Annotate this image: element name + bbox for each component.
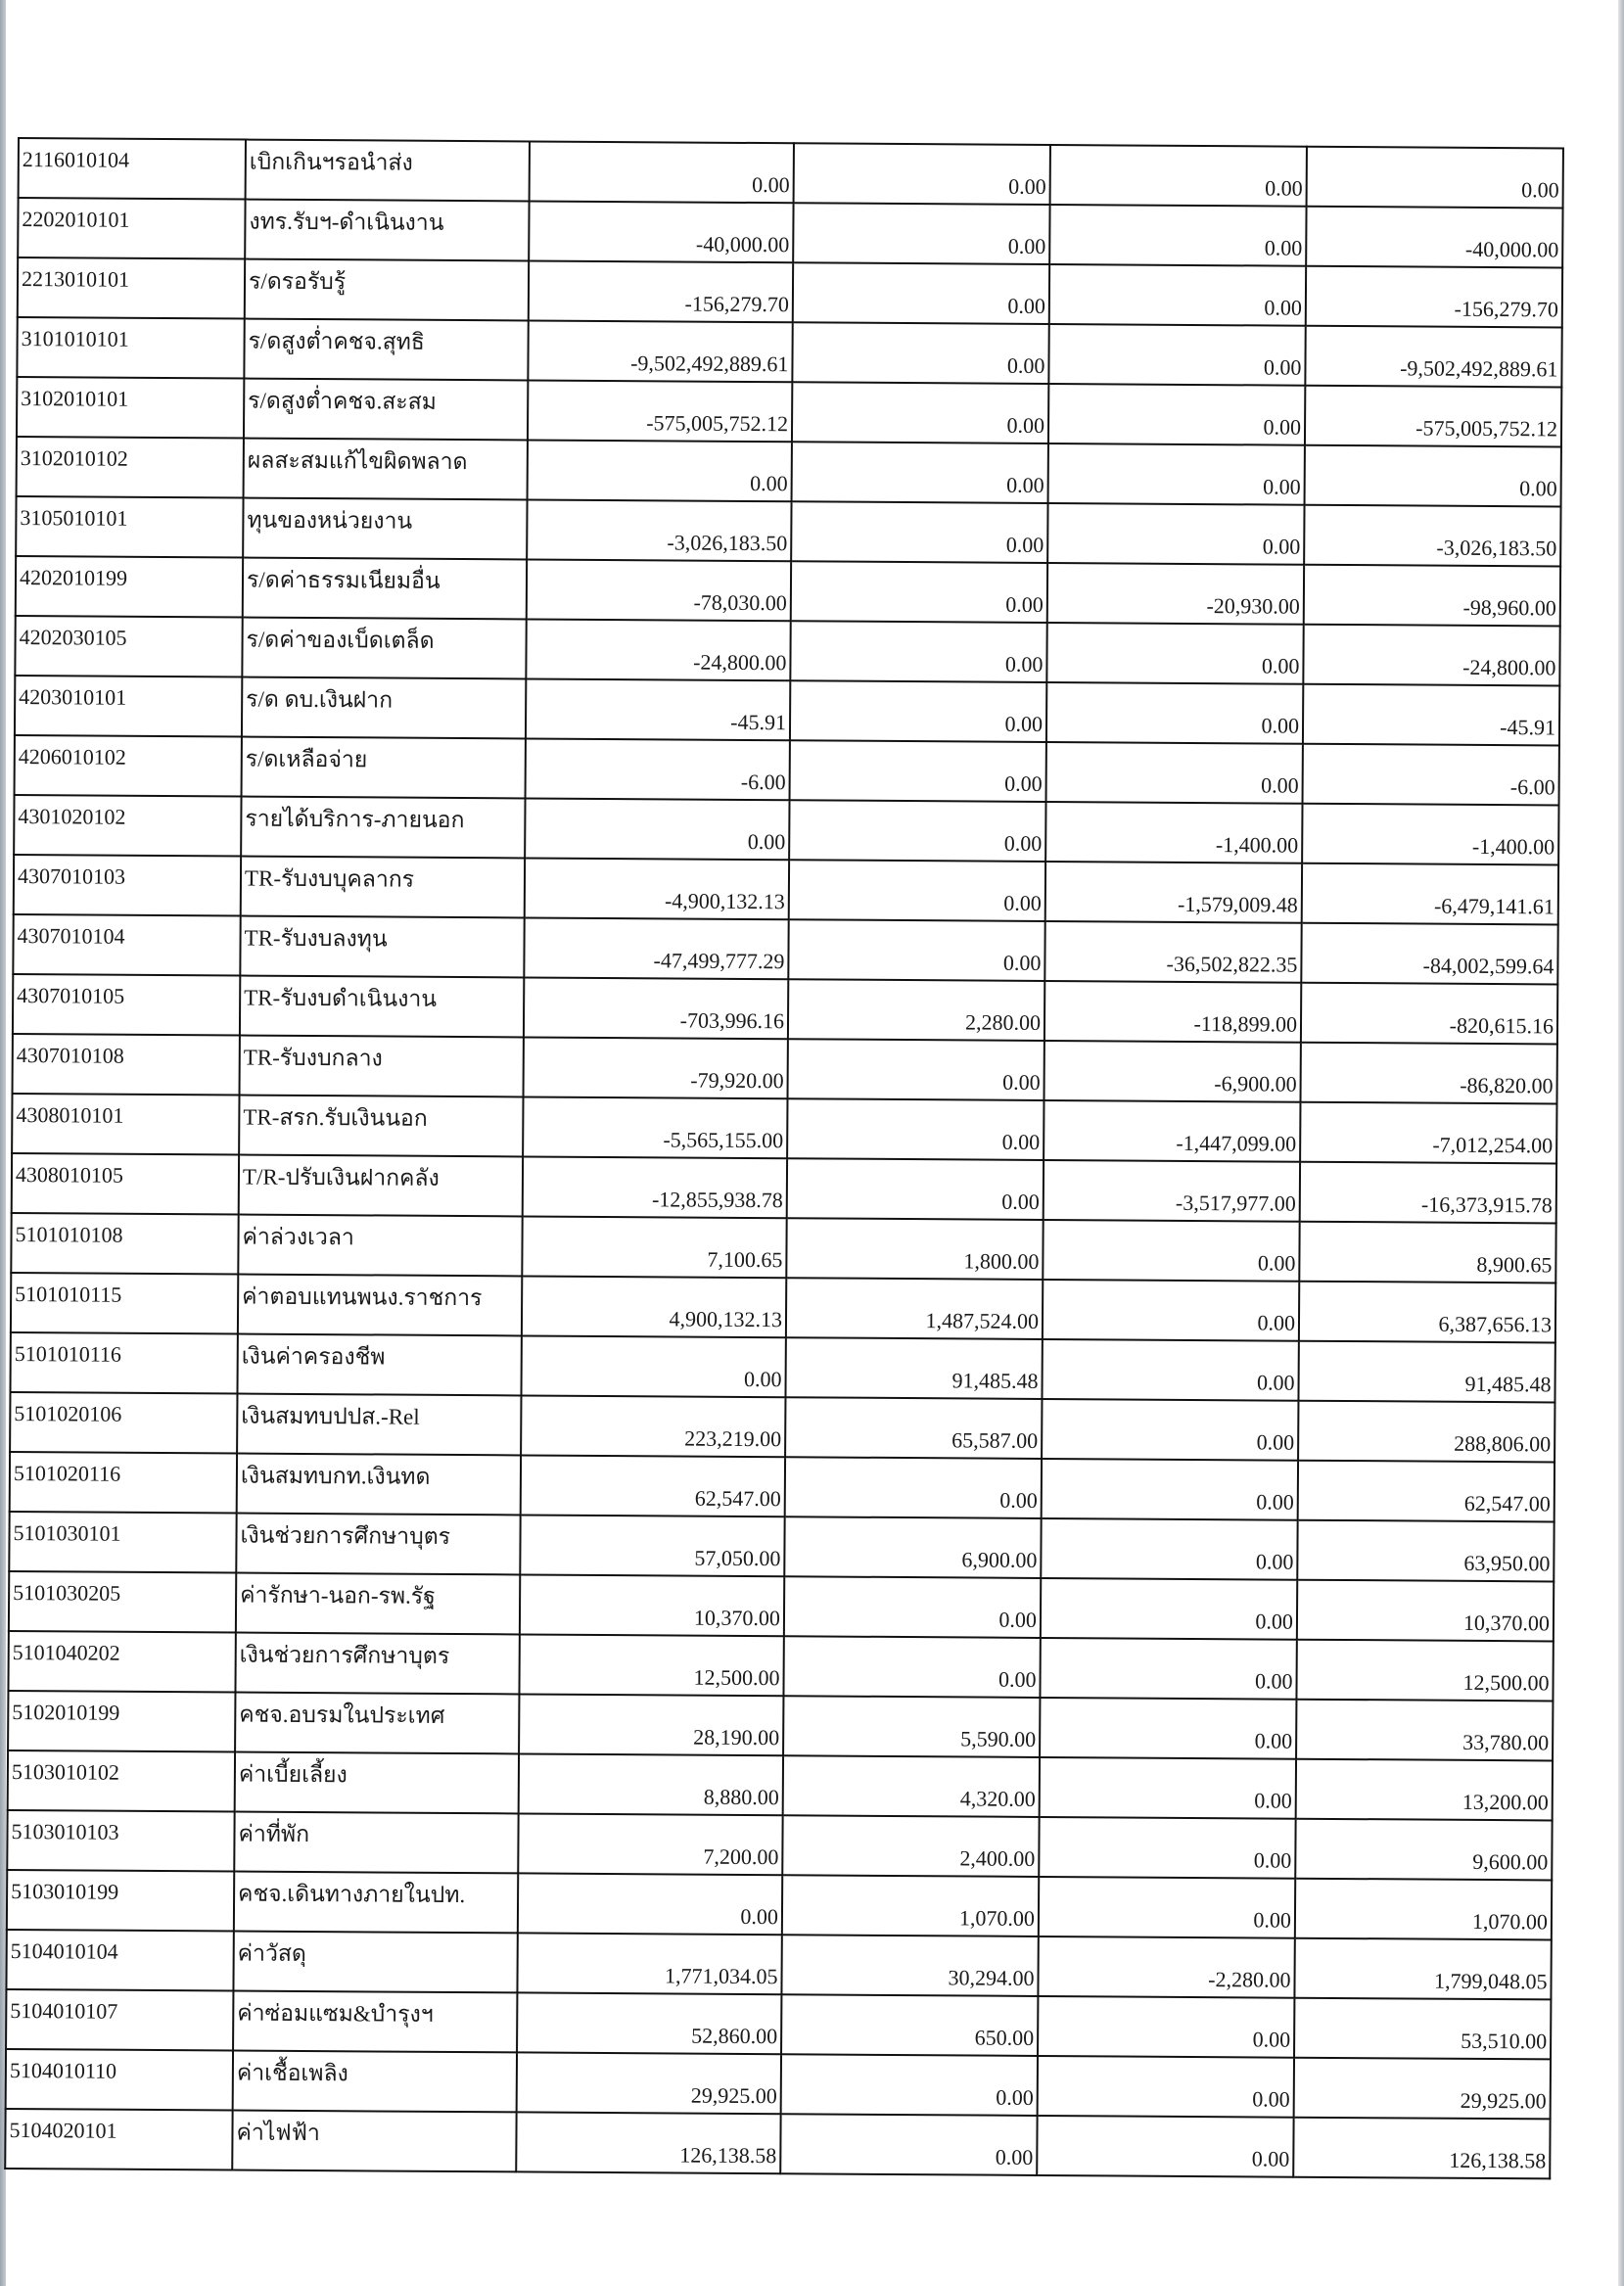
- amount-col-4: 12,500.00: [1296, 1640, 1553, 1702]
- table-row: [6, 1989, 1551, 2059]
- account-code: 5101010108: [11, 1213, 238, 1275]
- account-name: คชจ.เดินทางภายในปท.: [234, 1872, 518, 1934]
- amount-col-4: 91,485.48: [1298, 1341, 1554, 1403]
- account-code: 4308010105: [12, 1153, 239, 1215]
- table-row: [17, 377, 1561, 446]
- amount-col-4: -6.00: [1303, 744, 1559, 806]
- amount-col-1: -40,000.00: [529, 201, 793, 262]
- account-name: ค่าที่พัก: [234, 1812, 518, 1874]
- amount-col-1: -5,565,155.00: [523, 1096, 787, 1158]
- amount-col-3: 0.00: [1048, 443, 1305, 505]
- amount-col-2: 0.00: [794, 143, 1050, 205]
- account-code: 4206010102: [15, 735, 242, 797]
- amount-col-3: -36,502,822.35: [1044, 921, 1301, 983]
- amount-col-2: 1,070.00: [782, 1875, 1039, 1936]
- amount-col-4: 53,510.00: [1294, 1998, 1551, 2060]
- amount-col-4: -24,800.00: [1303, 625, 1559, 686]
- amount-col-3: 0.00: [1040, 1638, 1296, 1700]
- amount-col-4: 9,600.00: [1295, 1819, 1552, 1881]
- account-code: 3102010102: [17, 437, 244, 498]
- amount-col-1: -703,996.16: [524, 977, 788, 1039]
- amount-col-3: -1,579,009.48: [1045, 862, 1302, 923]
- amount-col-1: -78,030.00: [527, 559, 791, 621]
- amount-col-1: 57,050.00: [520, 1515, 784, 1576]
- account-name: เงินสมทบกท.เงินทด: [237, 1454, 521, 1516]
- amount-col-1: -24,800.00: [526, 619, 790, 680]
- amount-col-2: 0.00: [792, 442, 1048, 503]
- table-row: [14, 795, 1558, 864]
- ledger-table: [4, 137, 1564, 2179]
- table-row: [19, 138, 1563, 208]
- amount-col-2: 2,280.00: [788, 979, 1044, 1041]
- account-name: TR-รับงบกลาง: [240, 1036, 524, 1097]
- amount-col-3: -2,280.00: [1038, 1936, 1294, 1998]
- amount-col-4: 1,799,048.05: [1294, 1938, 1551, 2000]
- amount-col-1: 52,860.00: [517, 1992, 781, 2054]
- amount-col-2: 0.00: [790, 740, 1046, 802]
- ledger-table-body: [5, 138, 1563, 2178]
- amount-col-3: 0.00: [1046, 623, 1303, 684]
- account-code: 3102010101: [17, 377, 244, 439]
- amount-col-3: -1,447,099.00: [1044, 1100, 1300, 1162]
- amount-col-3: -20,930.00: [1047, 563, 1304, 625]
- table-row: [12, 1094, 1556, 1163]
- amount-col-1: 1,771,034.05: [517, 1933, 781, 1994]
- account-name: ค่าล่วงเวลา: [238, 1215, 522, 1277]
- account-code: 4301020102: [14, 795, 241, 857]
- amount-col-2: 65,587.00: [785, 1397, 1042, 1459]
- table-row: [12, 1153, 1556, 1223]
- amount-col-1: 8,880.00: [519, 1753, 783, 1815]
- account-name: เบิกเกินฯรอนำส่ง: [246, 140, 530, 202]
- table-row: [14, 855, 1558, 924]
- amount-col-1: -9,502,492,889.61: [528, 320, 792, 382]
- amount-col-2: 0.00: [788, 919, 1044, 981]
- amount-col-1: 28,190.00: [519, 1694, 783, 1755]
- account-name: ร/ดสูงต่ำคชจ.สุทธิ: [244, 319, 528, 381]
- account-code: 2202010101: [18, 198, 245, 259]
- account-code: 4203010101: [15, 676, 242, 737]
- amount-col-1: 4,900,132.13: [522, 1276, 786, 1337]
- account-name: ค่าไฟฟ้า: [232, 2111, 516, 2172]
- account-name: TR-สรก.รับเงินนอก: [239, 1096, 523, 1157]
- account-code: 5102010199: [8, 1691, 235, 1752]
- amount-col-1: -156,279.70: [529, 260, 793, 322]
- amount-col-3: 0.00: [1050, 145, 1307, 207]
- amount-col-4: -98,960.00: [1304, 565, 1560, 627]
- account-name: เงินช่วยการศึกษาบุตร: [236, 1514, 520, 1575]
- account-code: 5103010103: [7, 1810, 234, 1872]
- amount-col-1: 0.00: [530, 141, 794, 203]
- table-row: [10, 1332, 1554, 1402]
- amount-col-1: 7,100.65: [522, 1216, 786, 1278]
- account-code: 4202030105: [15, 616, 242, 677]
- table-row: [13, 914, 1557, 984]
- account-code: 5104020101: [5, 2109, 232, 2170]
- amount-col-1: -6.00: [526, 738, 790, 800]
- amount-col-3: 0.00: [1048, 384, 1305, 445]
- amount-col-4: -86,820.00: [1300, 1043, 1556, 1104]
- account-code: 4307010104: [13, 914, 240, 976]
- amount-col-3: 0.00: [1040, 1757, 1296, 1819]
- table-row: [9, 1571, 1554, 1641]
- account-name: ทุนของหน่วยงาน: [243, 498, 527, 560]
- amount-col-2: 0.00: [791, 501, 1047, 563]
- amount-col-1: 126,138.58: [516, 2112, 780, 2173]
- amount-col-2: 2,400.00: [782, 1815, 1039, 1877]
- amount-col-3: 0.00: [1042, 1399, 1298, 1461]
- amount-col-3: -1,400.00: [1045, 802, 1302, 863]
- amount-col-4: -575,005,752.12: [1305, 386, 1561, 447]
- amount-col-4: 62,547.00: [1298, 1461, 1554, 1522]
- table-row: [15, 735, 1559, 805]
- amount-col-2: 0.00: [784, 1576, 1041, 1638]
- amount-col-2: 0.00: [793, 262, 1049, 324]
- table-row: [10, 1392, 1554, 1462]
- amount-col-3: 0.00: [1038, 2056, 1294, 2118]
- amount-col-2: 0.00: [781, 2054, 1038, 2116]
- scan-edge-right: [1618, 0, 1624, 2286]
- table-row: [8, 1691, 1553, 1760]
- amount-col-1: 7,200.00: [518, 1813, 782, 1875]
- table-row: [8, 1750, 1553, 1820]
- amount-col-1: 0.00: [525, 798, 789, 860]
- account-code: 2116010104: [19, 138, 246, 200]
- amount-col-2: 0.00: [792, 382, 1048, 443]
- account-code: 5101010115: [11, 1273, 238, 1334]
- account-code: 5101040202: [8, 1631, 235, 1693]
- amount-col-2: 0.00: [783, 1636, 1040, 1698]
- account-name: ร/ดค่าธรรมเนียมอื่น: [243, 558, 527, 620]
- amount-col-2: 4,320.00: [783, 1755, 1040, 1817]
- table-row: [18, 257, 1562, 327]
- amount-col-4: 29,925.00: [1294, 2058, 1551, 2120]
- amount-col-3: 0.00: [1049, 205, 1306, 266]
- table-row: [15, 676, 1559, 745]
- amount-col-3: 0.00: [1043, 1280, 1299, 1341]
- account-code: 5104010110: [6, 2049, 233, 2111]
- amount-col-1: -4,900,132.13: [525, 858, 789, 919]
- amount-col-4: 6,387,656.13: [1299, 1282, 1555, 1343]
- amount-col-3: 0.00: [1041, 1578, 1297, 1640]
- account-name: ค่าเชื้อเพลิง: [233, 2051, 517, 2113]
- amount-col-1: 0.00: [521, 1335, 785, 1397]
- amount-col-2: 91,485.48: [785, 1337, 1042, 1399]
- table-row: [15, 616, 1559, 685]
- amount-col-1: 223,219.00: [521, 1395, 785, 1457]
- account-name: ผลสะสมแก้ไขผิดพลาด: [244, 439, 528, 500]
- amount-col-4: -820,615.16: [1301, 983, 1557, 1045]
- table-row: [8, 1631, 1553, 1701]
- account-name: เงินสมทบปปส.-Rel: [237, 1394, 521, 1456]
- account-name: ค่าตอบแทนพนง.ราชการ: [238, 1275, 522, 1336]
- account-code: 5104010107: [6, 1989, 233, 2051]
- account-name: ร/ดรอรับรู้: [245, 259, 529, 321]
- amount-col-1: -47,499,777.29: [524, 917, 788, 979]
- amount-col-4: -7,012,254.00: [1300, 1102, 1556, 1164]
- table-row: [11, 1273, 1555, 1342]
- amount-col-2: 5,590.00: [783, 1696, 1040, 1757]
- amount-col-3: -3,517,977.00: [1044, 1160, 1300, 1222]
- table-row: [11, 1213, 1555, 1283]
- amount-col-3: 0.00: [1046, 742, 1303, 804]
- table-row: [17, 317, 1561, 387]
- amount-col-4: 33,780.00: [1296, 1700, 1553, 1761]
- account-code: 2213010101: [18, 257, 245, 319]
- account-name: ค่ารักษา-นอก-รพ.รัฐ: [236, 1573, 520, 1635]
- account-name: รายได้บริการ-ภายนอก: [241, 797, 525, 859]
- table-row: [13, 1034, 1557, 1103]
- amount-col-2: 0.00: [789, 860, 1045, 921]
- amount-col-2: 0.00: [780, 2114, 1037, 2175]
- account-name: ร/ดค่าของเบ็ดเตล็ด: [242, 618, 526, 679]
- amount-col-4: 0.00: [1305, 445, 1561, 507]
- account-name: ร/ด ดบ.เงินฝาก: [242, 677, 526, 739]
- table-row: [6, 1930, 1551, 1999]
- account-code: 4307010108: [13, 1034, 240, 1096]
- amount-col-3: 0.00: [1038, 1996, 1294, 2058]
- amount-col-1: -45.91: [526, 678, 790, 740]
- amount-col-1: 29,925.00: [517, 2052, 781, 2114]
- account-name: ค่าเบี้ยเลี้ยง: [235, 1752, 519, 1814]
- amount-col-4: -40,000.00: [1306, 207, 1562, 268]
- amount-col-4: 13,200.00: [1296, 1759, 1553, 1821]
- account-name: คชจ.อบรมในประเทศ: [235, 1693, 519, 1754]
- account-code: 4202010199: [16, 556, 243, 618]
- account-code: 4307010103: [14, 855, 241, 916]
- account-code: 5101020106: [10, 1392, 237, 1454]
- account-code: 5101030101: [9, 1512, 236, 1573]
- table-row: [6, 2049, 1551, 2119]
- amount-col-4: 8,900.65: [1299, 1222, 1555, 1283]
- amount-col-3: 0.00: [1037, 2116, 1293, 2177]
- account-name: ค่าซ่อมแซม&บำรุงฯ: [233, 1991, 517, 2053]
- account-name: เงินค่าครองชีพ: [237, 1334, 521, 1396]
- amount-col-3: 0.00: [1042, 1339, 1298, 1401]
- account-code: 5103010102: [8, 1750, 235, 1812]
- amount-col-4: 1,070.00: [1295, 1879, 1552, 1940]
- account-name: TR-รับงบดำเนินงาน: [240, 976, 524, 1038]
- amount-col-4: 0.00: [1307, 147, 1563, 209]
- amount-col-1: 12,500.00: [519, 1634, 783, 1696]
- account-code: 5101020116: [10, 1452, 237, 1514]
- account-code: 3105010101: [16, 496, 243, 558]
- account-code: 5103010199: [7, 1870, 234, 1932]
- amount-col-1: -12,855,938.78: [523, 1156, 787, 1218]
- amount-col-2: 0.00: [788, 1039, 1044, 1100]
- amount-col-4: -16,373,915.78: [1300, 1162, 1556, 1224]
- amount-col-4: -45.91: [1303, 684, 1559, 746]
- table-row: [10, 1452, 1554, 1521]
- amount-col-2: 0.00: [790, 680, 1046, 742]
- amount-col-3: 0.00: [1040, 1698, 1296, 1759]
- account-code: 5104010104: [6, 1930, 233, 1991]
- amount-col-2: 30,294.00: [781, 1935, 1038, 1996]
- ledger-table-container: [4, 137, 1562, 2179]
- table-row: [9, 1512, 1554, 1581]
- table-row: [7, 1870, 1552, 1939]
- account-code: 3101010101: [17, 317, 244, 379]
- account-code: 5101030205: [9, 1571, 236, 1633]
- amount-col-3: -6,900.00: [1044, 1041, 1300, 1102]
- amount-col-3: -118,899.00: [1044, 981, 1301, 1043]
- amount-col-4: -156,279.70: [1306, 266, 1562, 328]
- amount-col-1: 0.00: [518, 1873, 782, 1935]
- amount-col-2: 1,487,524.00: [786, 1278, 1043, 1339]
- account-name: ร/ดเหลือจ่าย: [242, 737, 526, 799]
- table-row: [16, 496, 1560, 566]
- amount-col-3: 0.00: [1046, 682, 1303, 744]
- amount-col-3: 0.00: [1043, 1220, 1299, 1282]
- table-row: [18, 198, 1562, 267]
- amount-col-4: 10,370.00: [1297, 1580, 1554, 1642]
- amount-col-2: 0.00: [790, 621, 1046, 682]
- account-name: TR-รับงบบุคลากร: [241, 857, 525, 918]
- amount-col-1: -79,920.00: [524, 1037, 788, 1098]
- table-row: [5, 2109, 1550, 2178]
- amount-col-2: 0.00: [792, 322, 1048, 384]
- amount-col-2: 6,900.00: [784, 1516, 1041, 1578]
- amount-col-1: 0.00: [528, 440, 792, 501]
- account-code: 5101010116: [10, 1332, 237, 1394]
- account-name: งทร.รับฯ-ดำเนินงาน: [245, 200, 529, 261]
- amount-col-3: 0.00: [1049, 264, 1306, 326]
- amount-col-3: 0.00: [1042, 1459, 1298, 1520]
- amount-col-4: -84,002,599.64: [1301, 923, 1557, 985]
- amount-col-2: 650.00: [781, 1994, 1038, 2056]
- amount-col-3: 0.00: [1039, 1817, 1295, 1879]
- amount-col-1: -3,026,183.50: [527, 499, 791, 561]
- account-name: ร/ดสูงต่ำคชจ.สะสม: [244, 379, 528, 441]
- amount-col-3: 0.00: [1047, 503, 1304, 565]
- amount-col-3: 0.00: [1039, 1877, 1295, 1938]
- amount-col-2: 1,800.00: [786, 1218, 1043, 1280]
- account-name: ค่าวัสดุ: [233, 1932, 517, 1993]
- amount-col-1: 10,370.00: [520, 1574, 784, 1636]
- table-row: [16, 556, 1560, 626]
- account-name: TR-รับงบลงทุน: [240, 916, 524, 978]
- amount-col-2: 0.00: [787, 1098, 1044, 1160]
- amount-col-2: 0.00: [787, 1158, 1044, 1220]
- account-code: 4308010101: [12, 1094, 239, 1155]
- amount-col-2: 0.00: [789, 800, 1045, 862]
- amount-col-3: 0.00: [1041, 1518, 1297, 1580]
- amount-col-2: 0.00: [785, 1457, 1042, 1518]
- amount-col-1: 62,547.00: [521, 1455, 785, 1516]
- amount-col-1: -575,005,752.12: [528, 380, 792, 442]
- account-code: 4307010105: [13, 974, 240, 1036]
- amount-col-4: -9,502,492,889.61: [1305, 326, 1561, 388]
- amount-col-2: 0.00: [791, 561, 1047, 623]
- account-name: เงินช่วยการศึกษาบุตร: [235, 1633, 519, 1695]
- table-row: [13, 974, 1557, 1044]
- table-row: [7, 1810, 1552, 1880]
- amount-col-4: 126,138.58: [1293, 2118, 1550, 2179]
- account-name: T/R-ปรับเงินฝากคลัง: [239, 1155, 523, 1217]
- amount-col-4: 288,806.00: [1298, 1401, 1554, 1463]
- amount-col-2: 0.00: [793, 203, 1049, 264]
- amount-col-4: -1,400.00: [1302, 804, 1558, 865]
- amount-col-3: 0.00: [1048, 324, 1305, 386]
- table-row: [17, 437, 1561, 506]
- amount-col-4: -3,026,183.50: [1304, 505, 1560, 567]
- amount-col-4: -6,479,141.61: [1302, 863, 1558, 925]
- amount-col-4: 63,950.00: [1297, 1520, 1554, 1582]
